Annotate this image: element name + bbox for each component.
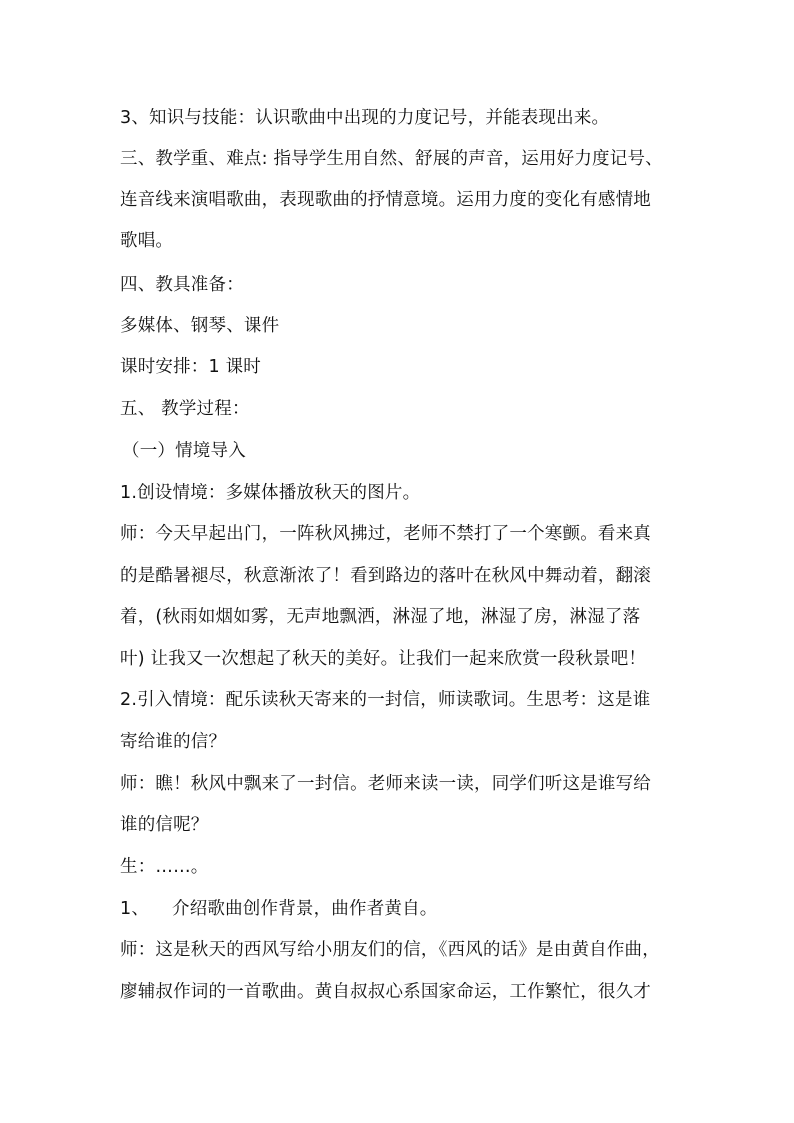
paragraph-line: 着，(秋雨如烟如雾，无声地飘洒，淋湿了地，淋湿了房，淋湿了落: [120, 607, 641, 627]
paragraph-line: 师：今天早起出门，一阵秋风拂过，老师不禁打了一个寒颤。看来真: [120, 524, 651, 544]
paragraph-line: 谁的信呢？: [120, 815, 209, 835]
paragraph-line: 1.创设情境：多媒体播放秋天的图片。: [120, 483, 421, 503]
item-text: 介绍歌曲创作背景，曲作者黄自。: [172, 899, 438, 919]
paragraph-line: 3、知识与技能：认识歌曲中出现的力度记号，并能表现出来。: [120, 108, 610, 128]
paragraph-line: 2.引入情境：配乐读秋天寄来的一封信，师读歌词。生思考：这是谁: [120, 690, 651, 710]
section-heading: 四、教具准备：: [120, 275, 244, 295]
paragraph-line: 师：这是秋天的西风写给小朋友们的信，《西风的话》是由黄自作曲，: [120, 940, 660, 960]
paragraph-line: 生：……。: [120, 857, 209, 877]
item-number: 1、: [120, 899, 150, 919]
paragraph-line: 廖辅叔作词的一首歌曲。黄自叔叔心系国家命运，工作繁忙，很久才: [120, 982, 651, 1002]
paragraph-line: 多媒体、钢琴、课件: [120, 316, 280, 336]
paragraph-line: 歌唱。: [120, 231, 174, 251]
paragraph-line: 课时安排：1 课时: [120, 357, 261, 377]
paragraph-line: 寄给谁的信？: [120, 732, 227, 752]
paragraph-line: 叶) 让我又一次想起了秋天的美好。让我们一起来欣赏一段秋景吧！: [120, 649, 647, 669]
paragraph-line: 连音线来演唱歌曲，表现歌曲的抒情意境。运用力度的变化有感情地: [120, 190, 651, 210]
paragraph-line: 的是酷暑褪尽，秋意渐浓了！看到路边的落叶在秋风中舞动着，翻滚: [120, 566, 651, 586]
subsection-heading: （一）情境导入: [122, 441, 246, 461]
section-heading: 五、 教学过程：: [120, 399, 250, 419]
paragraph-line: 三、教学重、难点: 指导学生用自然、舒展的声音，运用好力度记号、: [120, 149, 663, 169]
paragraph-line: 师：瞧！秋风中飘来了一封信。老师来读一读，同学们听这是谁写给: [120, 774, 651, 794]
numbered-item: [120, 898, 690, 920]
